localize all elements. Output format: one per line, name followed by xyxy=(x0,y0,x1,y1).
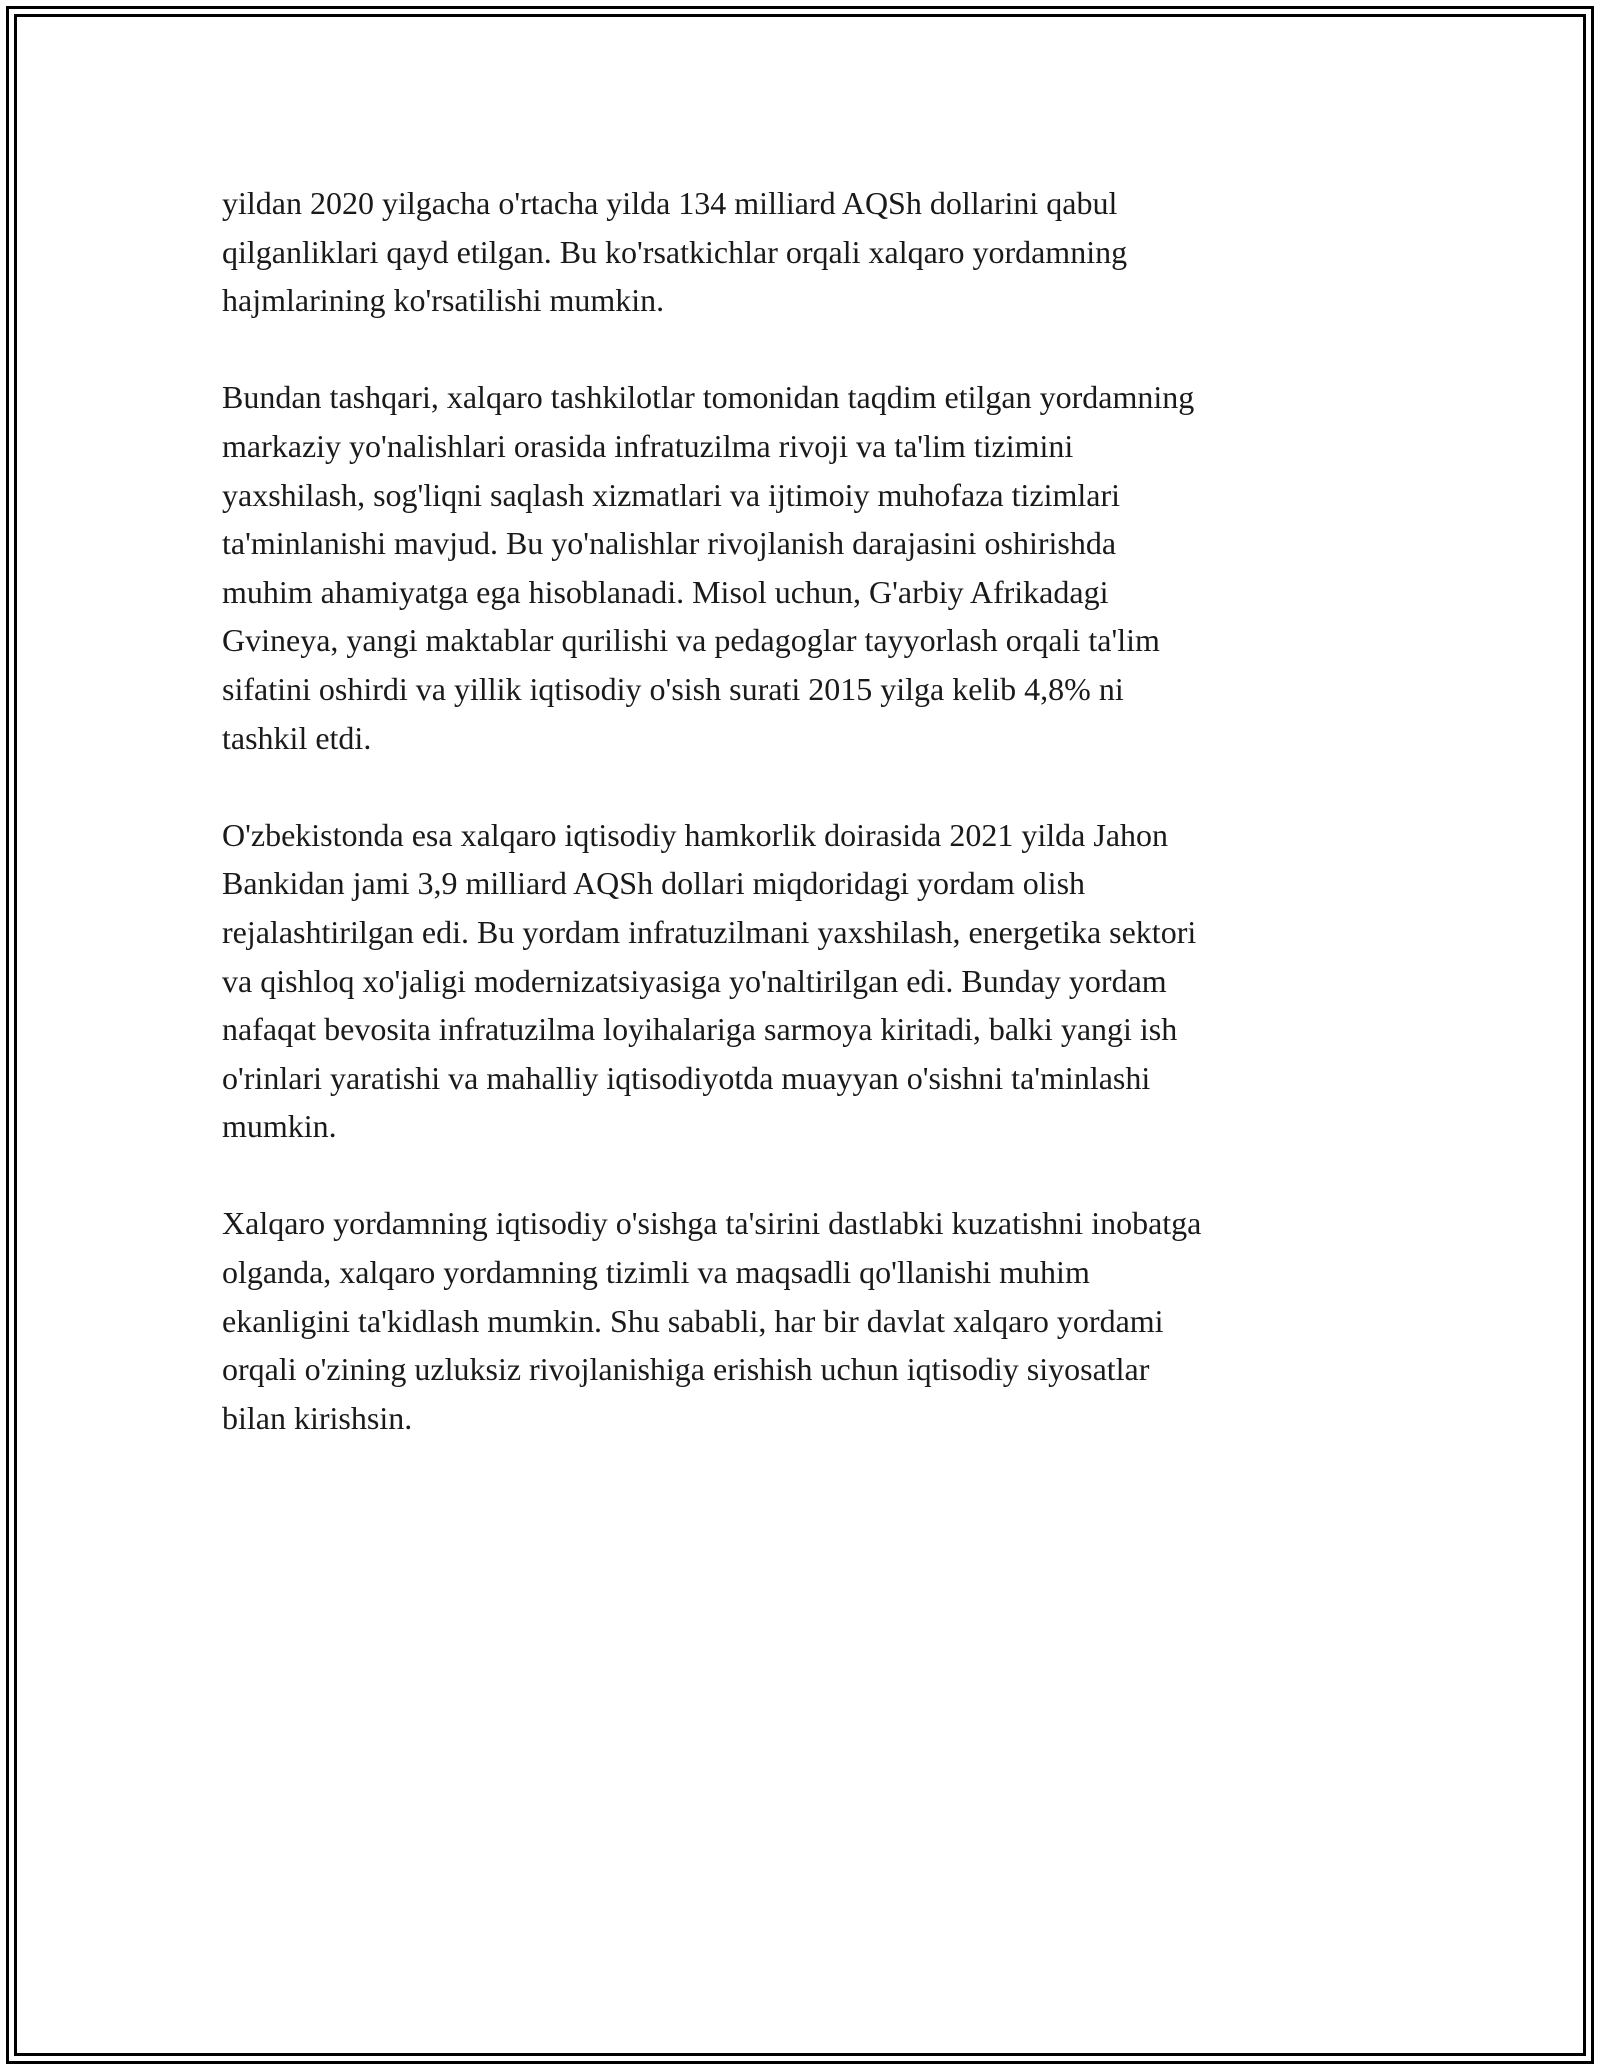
text-line: Gvineya, yangi maktablar qurilishi va pedagoglar tayyorlash orqali ta'lim xyxy=(222,622,1160,659)
text-line: orqali o'zining uzluksiz rivojlanishiga erishish uchun iqtisodiy siyosatlar xyxy=(222,1351,1150,1388)
text-line: bilan kirishsin. xyxy=(222,1399,413,1436)
text-line: Xalqaro yordamning iqtisodiy o'sishga ta'sirini dastlabki kuzatishni inobatga xyxy=(222,1205,1202,1242)
text-line: olganda, xalqaro yordamning tizimli va maqsadli qo'llanishi muhim xyxy=(222,1254,1090,1291)
paragraph-4 xyxy=(222,1199,1372,1442)
text-line: O'zbekistonda esa xalqaro iqtisodiy hamkorlik doirasida 2021 yilda Jahon xyxy=(222,816,1169,853)
text-line: rejalashtirilgan edi. Bu yordam infratuzilmani yaxshilash, energetika sektori xyxy=(222,913,1197,950)
text-line: sifatini oshirdi va yillik iqtisodiy o'sish surati 2015 yilga kelib 4,8% ni xyxy=(222,670,1124,707)
text-line: yaxshilash, sog'liqni saqlash xizmatlari va ijtimoiy muhofaza tizimlari xyxy=(222,476,1121,513)
text-line: va qishloq xo'jaligi modernizatsiyasiga yo'naltirilgan edi. Bunday yordam xyxy=(222,962,1167,999)
paragraph-2 xyxy=(222,373,1372,762)
text-line: Bundan tashqari, xalqaro tashkilotlar tomonidan taqdim etilgan yordamning xyxy=(222,379,1195,416)
text-line: o'rinlari yaratishi va mahalliy iqtisodiyotda muayyan o'sishni ta'minlashi xyxy=(222,1059,1151,1096)
text-line: Bankidan jami 3,9 milliard AQSh dollari miqdoridagi yordam olish xyxy=(222,865,1086,902)
text-line: mumkin. xyxy=(222,1108,337,1145)
text-line: nafaqat bevosita infratuzilma loyihalariga sarmoya kiritadi, balki yangi ish xyxy=(222,1011,1178,1048)
text-line: markaziy yo'nalishlari orasida infratuzilma rivoji va ta'lim tizimini xyxy=(222,427,1074,464)
text-line: yildan 2020 yilgacha o'rtacha yilda 134 milliard AQSh dollarini qabul xyxy=(222,185,1118,221)
document-body xyxy=(222,179,1372,1491)
text-line: ekanligini ta'kidlash mumkin. Shu sababli, har bir davlat xalqaro yordami xyxy=(222,1302,1164,1339)
text-line: hajmlarining ko'rsatilishi mumkin. xyxy=(222,282,665,319)
text-line: tashkil etdi. xyxy=(222,719,372,756)
text-line: ta'minlanishi mavjud. Bu yo'nalishlar rivojlanish darajasini oshirishda xyxy=(222,525,1117,562)
paragraph-1 xyxy=(222,179,1372,325)
text-line: muhim ahamiyatga ega hisoblanadi. Misol uchun, G'arbiy Afrikadagi xyxy=(222,573,1109,610)
paragraph-3 xyxy=(222,811,1372,1151)
text-line: qilganliklari qayd etilgan. Bu ko'rsatkichlar orqali xalqaro yordamning xyxy=(222,233,1128,270)
